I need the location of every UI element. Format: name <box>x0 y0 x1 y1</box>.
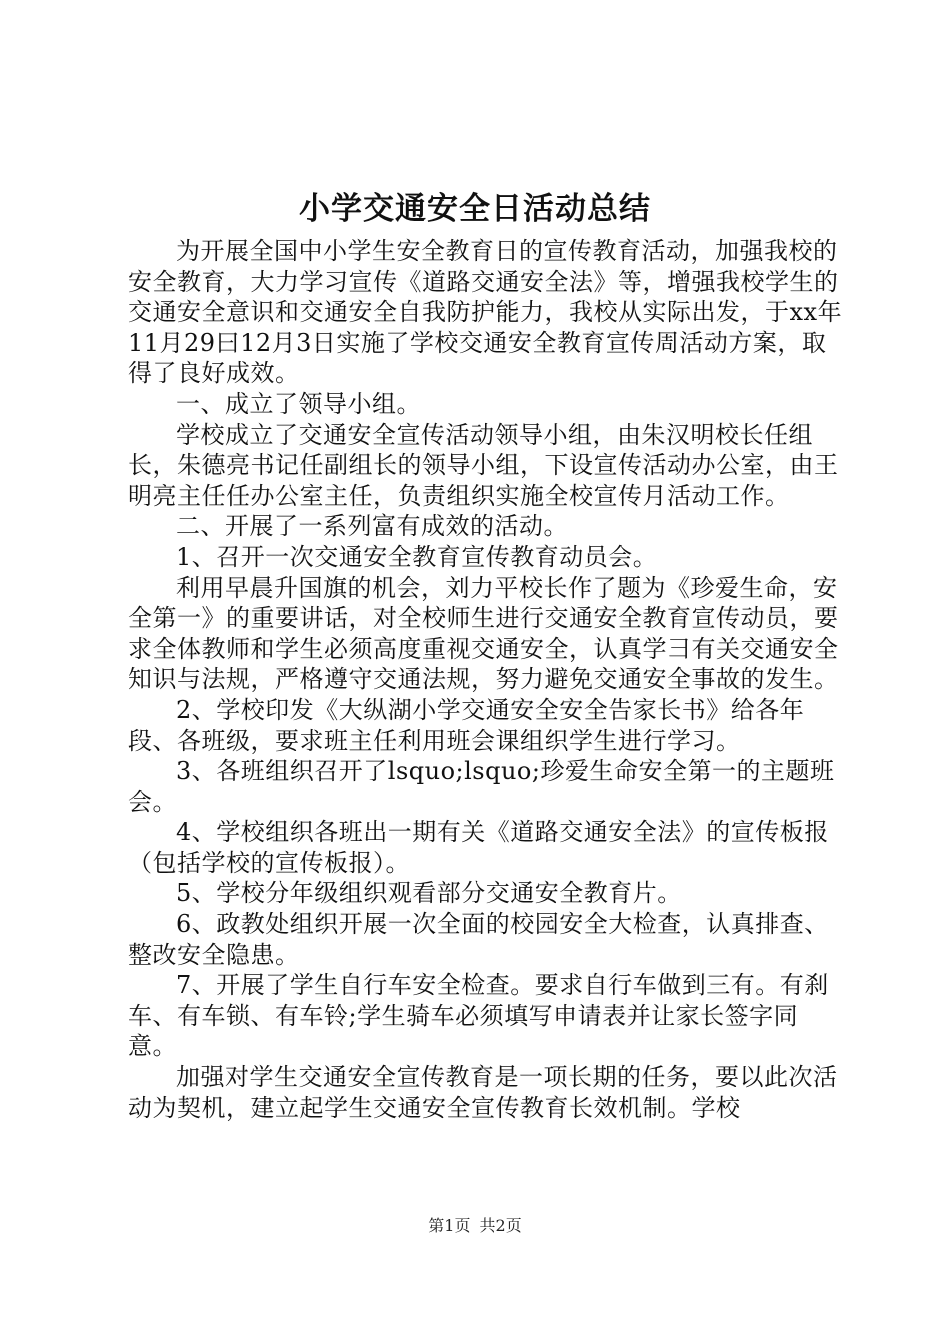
page-number: 第1页 <box>428 1216 471 1235</box>
list-item: 2、学校印发《大纵湖小学交通安全安全告家长书》给各年段、各班级，要求班主任利用班会课组织学生进行学习。 <box>128 695 805 755</box>
paragraph: 利用早晨升国旗的机会，刘力平校长作了题为《珍爱生命，安全第一》的重要讲话，对全校师生进行交通安全教育宣传动员，要求全体教师和学生必须高度重视交通安全，认真学彐有关交通安全知识与法规，严格遵守交通法规，努力避免交通安全事故的发生。 <box>128 573 839 694</box>
section-heading: 一、成立了领导小组。 <box>176 389 421 418</box>
list-item: 3、各班组织召开了lsquo;lsquo;珍爱生命安全第一的主题班会。 <box>128 757 835 816</box>
paragraph: 加强对学生交通安全宣传教育是一项长期的任务，要以此次活动为契机，建立起学生交通安全宣传教育长效机制。学校 <box>128 1063 838 1122</box>
page-footer <box>0 1214 950 1238</box>
page-total: 共2页 <box>479 1216 522 1235</box>
list-item: 1、召开一次交通安全教育宣传教育动员会。 <box>176 542 658 571</box>
list-item: 4、学校组织各班出一期有关《道路交通安全法》的宣传板报（包括学校的宣传板报）。 <box>128 818 829 877</box>
document-title: 小学交通安全日活动总结 <box>299 191 651 227</box>
list-item: 7、开展了学生自行车安全检查。要求自行车做到三有。有刹车、有车锁、有车铃;学生骑车必须填写申请表并让家长签字同意。 <box>128 971 829 1061</box>
list-item: 5、学校分年级组织观看部分交通安全教育片。 <box>176 879 682 908</box>
document-body <box>128 236 844 1123</box>
list-item: 6、政教处组织开展一次全面的校园安全大检查，认真排查、整改安全隐患。 <box>128 910 829 969</box>
paragraph: 为开展全国中小学生安全教育日的宣传教育活动，加强我校的安全教育，大力学习宣传《道路交通安全法》等，增强我校学生的交通安全意识和交通安全自我防护能力，我校从实际出发，于xx年11月29曰12月3日实施了学校交通安全教育宣传周活动方案，取得了良好成效。 <box>128 237 843 388</box>
section-heading: 二、开展了一系列富有成效的活动。 <box>176 512 568 541</box>
paragraph: 学校成立了交通安全宣传活动领导小组，由朱汉明校长任组长，朱德亮书记任副组长的领导小组，下设宣传活动办公室，由王明亮主任任办公室主任，负责组织实施全校宣传月活动工作。 <box>128 420 839 510</box>
